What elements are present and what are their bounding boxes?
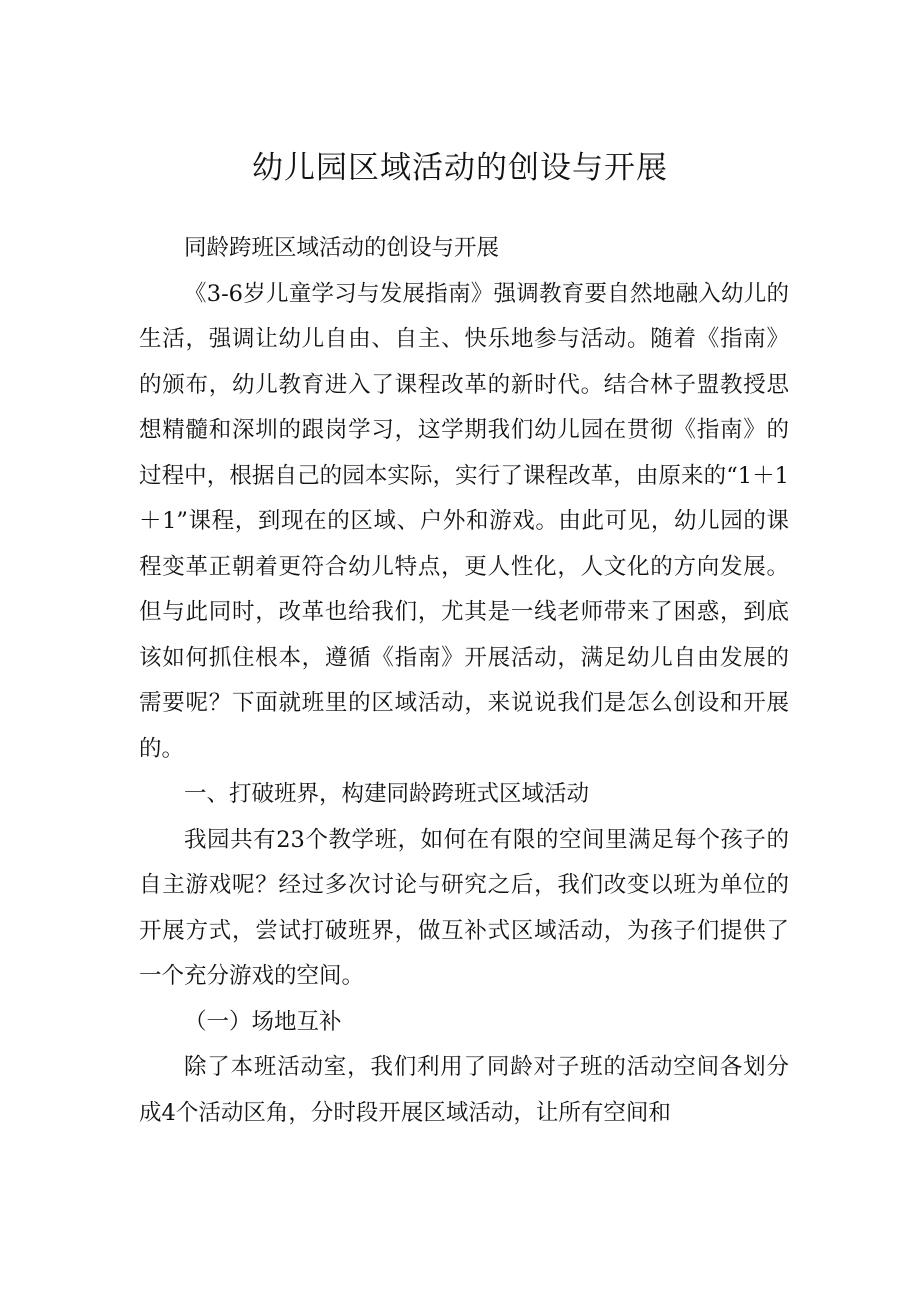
paragraph-intro: 《3-6岁儿童学习与发展指南》强调教育要自然地融入幼儿的生活，强调让幼儿自由、自主、快乐地参与活动。随着《指南》的颁布，幼儿教育进入了课程改革的新时代。结合林子盟教授思想精髓和深圳的跟岗学习，这学期我们幼儿园在贯彻《指南》的过程中，根据自己的园本实际，实行了课程改革，由原来的“1＋1＋1”课程，到现在的区域、户外和游戏。由此可见，幼儿园的课程变革正朝着更符合幼儿特点，更人性化，人文化的方向发展。但与此同时，改革也给我们，尤其是一线老师带来了困惑，到底该如何抓住根本，遵循《指南》开展活动，满足幼儿自由发展的需要呢？下面就班里的区域活动，来说说我们是怎么创设和开展的。 (139, 280, 789, 762)
paragraph-section-1: 我园共有23个教学班，如何在有限的空间里满足每个孩子的自主游戏呢？经过多次讨论与研究之后，我们改变以班为单位的开展方式，尝试打破班界，做互补式区域活动，为孩子们提供了一个充分游戏的空间。 (139, 826, 789, 989)
section-heading-1: 一、打破班界，构建同龄跨班式区域活动 (184, 781, 590, 807)
document-title: 幼儿园区域活动的创设与开展 (252, 150, 668, 186)
paragraph-subsection-1: 除了本班活动室，我们利用了同龄对子班的活动空间各划分成4个活动区角，分时段开展区域活动，让所有空间和 (139, 1054, 789, 1126)
subsection-heading-1: （一）场地互补 (184, 1008, 342, 1035)
document-body (139, 226, 789, 1136)
paragraph-subtitle: 同龄跨班区域活动的创设与开展 (184, 235, 500, 261)
